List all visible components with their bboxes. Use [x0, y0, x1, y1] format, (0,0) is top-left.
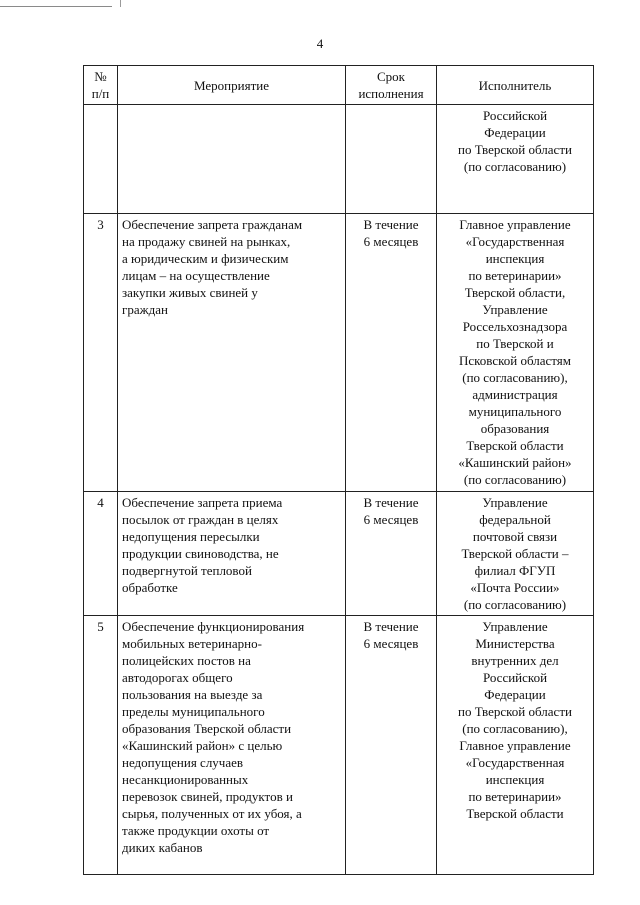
row-executor: Российской Федерации по Тверской области (по согласованию) [437, 105, 594, 214]
row-num: 4 [84, 492, 118, 616]
header-num: № п/п [84, 66, 118, 105]
row-num: 3 [84, 214, 118, 492]
row-term: В течение 6 месяцев [346, 214, 437, 492]
header-activity: Мероприятие [118, 66, 346, 105]
row-activity: Обеспечение запрета гражданам на продажу свиней на рынках, а юридическим и физическим лицам – на осуществление закупки живых свиней у граждан [118, 214, 346, 492]
table-header-row [84, 66, 594, 105]
row-activity: Обеспечение запрета приема посылок от граждан в целях недопущения пересылки продукции свиноводства, не подвергнутой тепловой обработке [118, 492, 346, 616]
table-row [84, 492, 594, 616]
row-activity: Обеспечение функционирования мобильных ветеринарно- полицейских постов на автодорогах общего пользования на выезде за пределы муниципального образования Тверской области «Кашинский район» с целью недопущения случаев несанкционированных перевозок свиней, продуктов и сырья, полученных от их убоя, а также продукции охоты от диких кабанов [118, 616, 346, 875]
scan-edge-mark [120, 0, 121, 7]
row-term: В течение 6 месяцев [346, 492, 437, 616]
row-executor: Управление федеральной почтовой связи Тверской области – филиал ФГУП «Почта России» (по согласованию) [437, 492, 594, 616]
header-term: Срок исполнения [346, 66, 437, 105]
row-num: 5 [84, 616, 118, 875]
table-row [84, 616, 594, 875]
table-row [84, 105, 594, 214]
row-term [346, 105, 437, 214]
table-row [84, 214, 594, 492]
row-num [84, 105, 118, 214]
header-executor: Исполнитель [437, 66, 594, 105]
row-activity [118, 105, 346, 214]
scan-edge-line [0, 6, 112, 7]
row-executor: Управление Министерства внутренних дел Российской Федерации по Тверской области (по согласованию), Главное управление «Государственная инспекция по ветеринарии» Тверской области [437, 616, 594, 875]
page-number: 4 [316, 36, 324, 51]
row-executor: Главное управление «Государственная инспекция по ветеринарии» Тверской области, Управление Россельхознадзора по Тверской и Псковской областям (по согласованию), администрация муниципального образования Тверской области «Кашинский район» (по согласованию) [437, 214, 594, 492]
row-term: В течение 6 месяцев [346, 616, 437, 875]
measures-table [83, 65, 594, 875]
